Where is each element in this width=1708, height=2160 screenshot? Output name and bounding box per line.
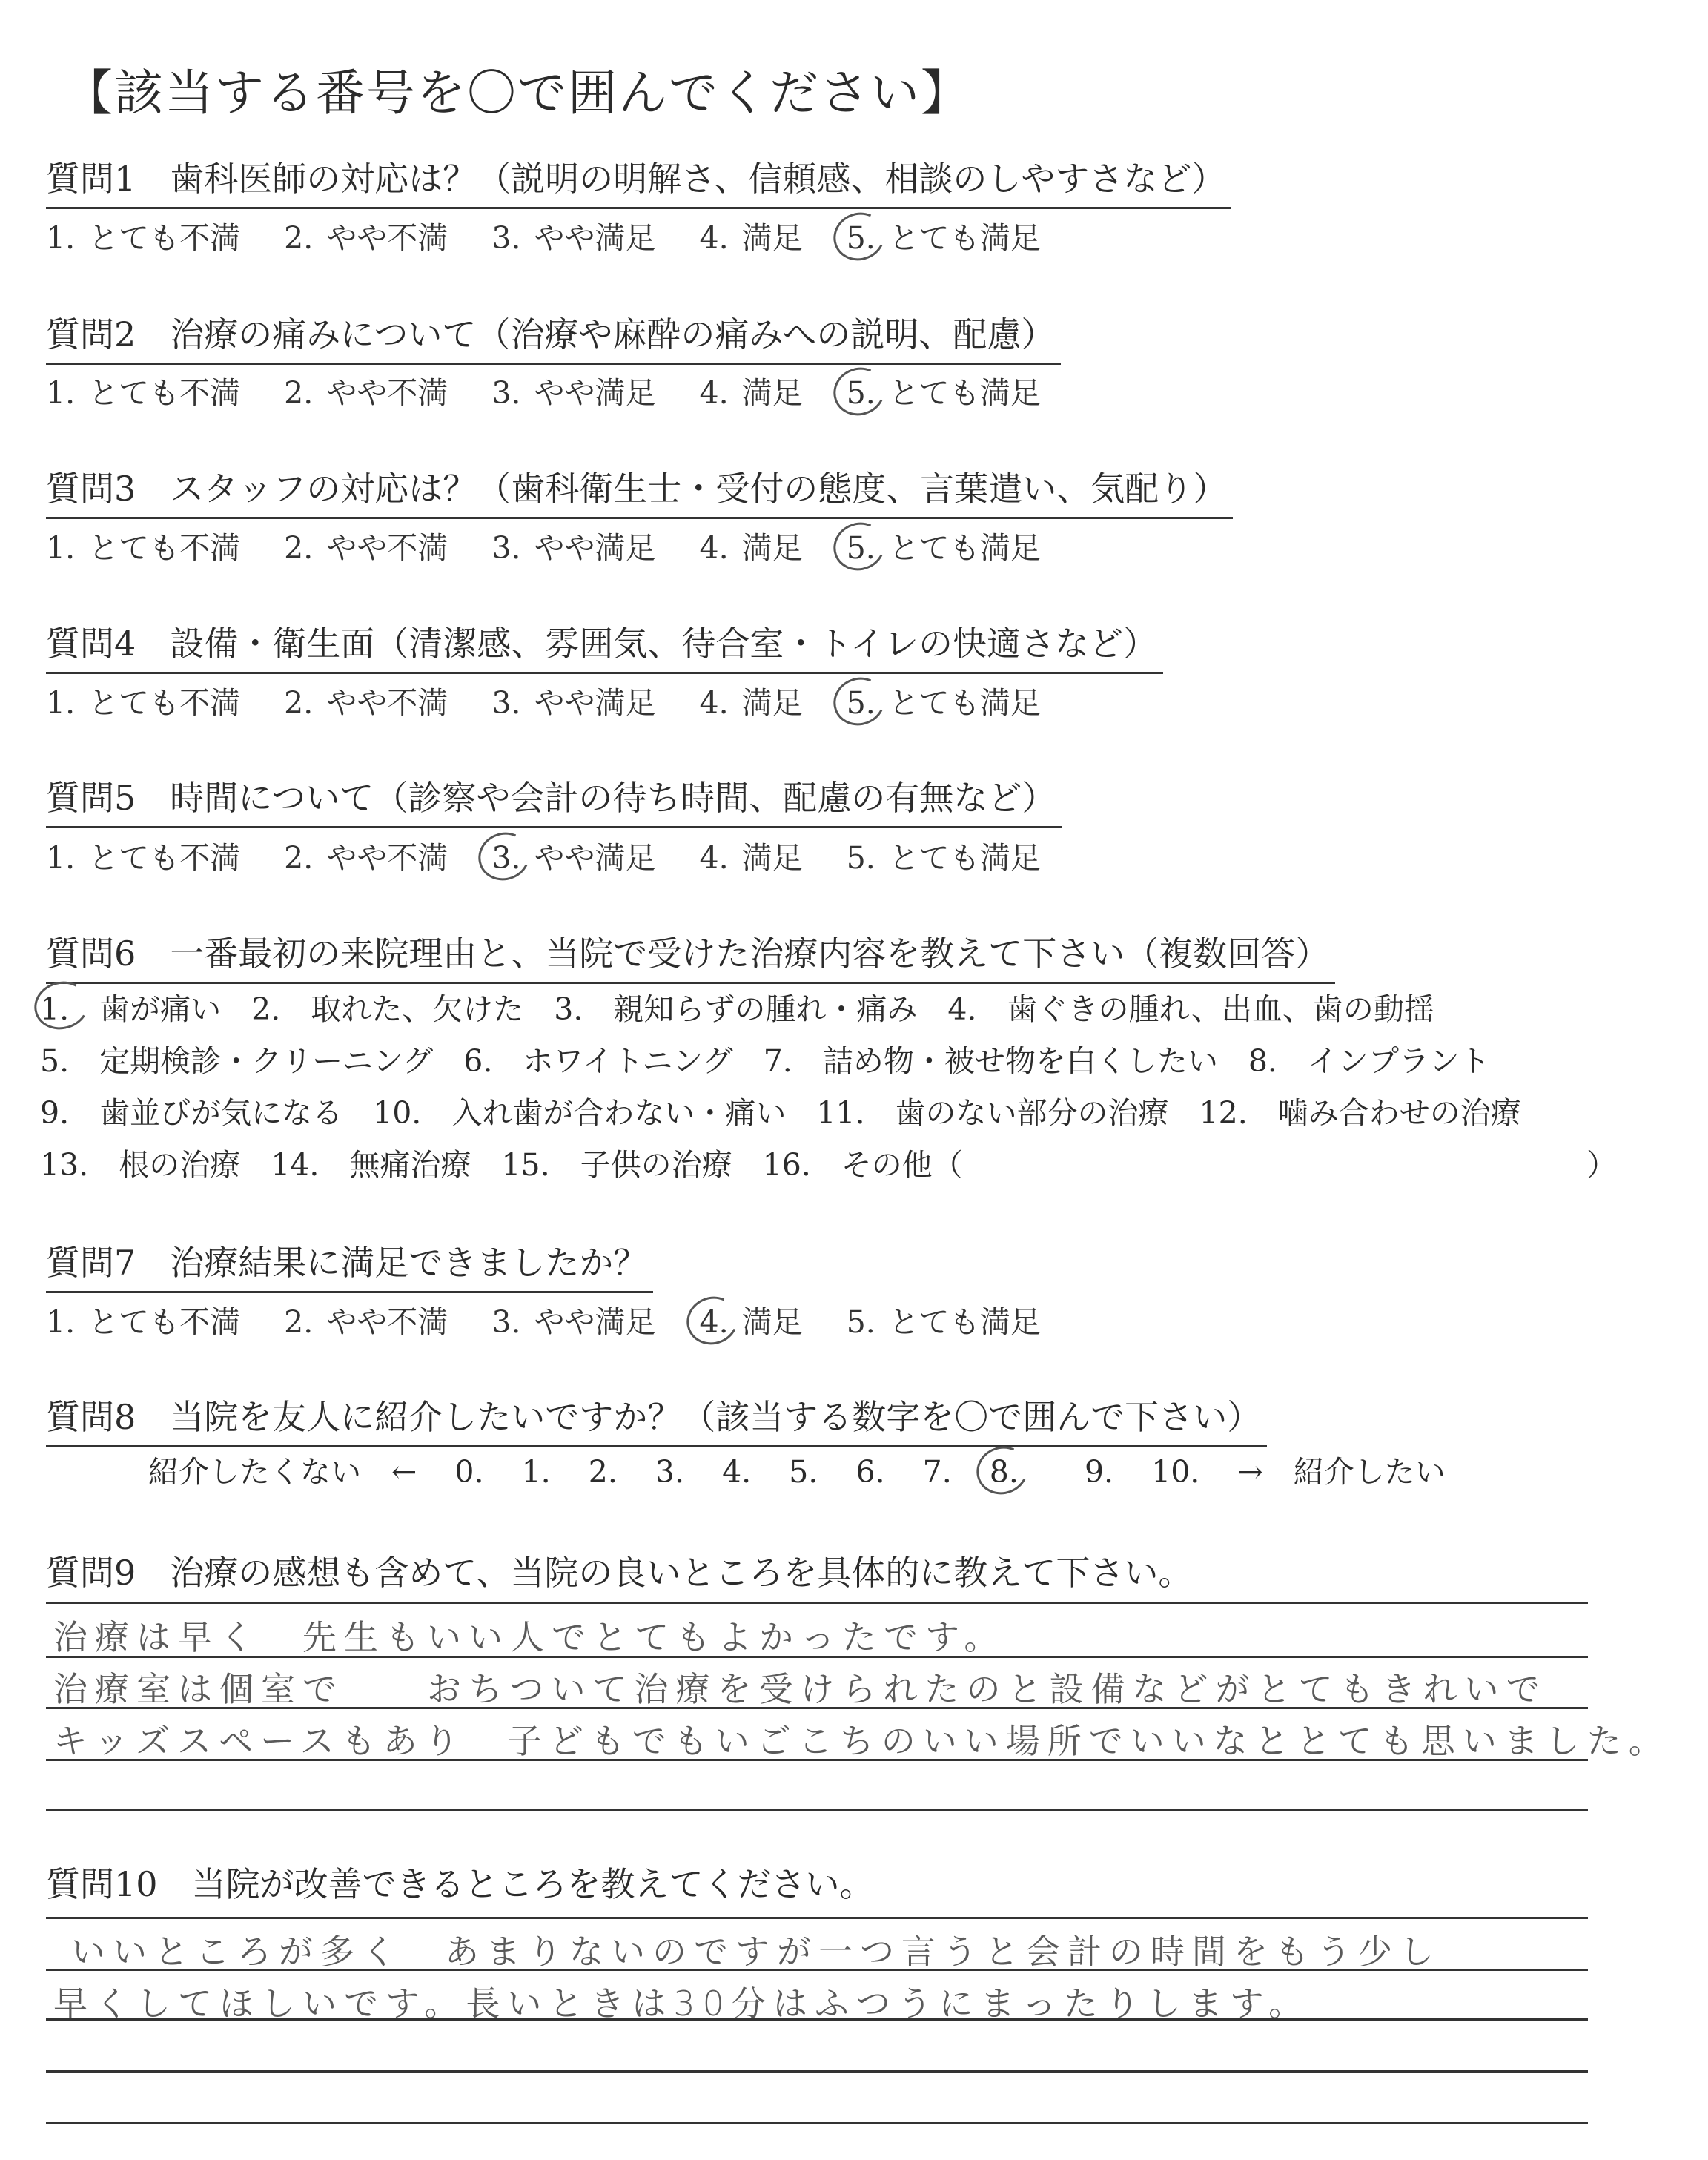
question-7-selected-option[interactable]: 4. 満足 xyxy=(699,1304,803,1340)
question-1-selected-option[interactable]: 5. とても満足 xyxy=(846,220,1041,256)
answer-line xyxy=(46,1917,1588,1919)
question-2-selected-option[interactable]: 5. とても満足 xyxy=(846,375,1041,411)
question-8-label: 質問8 当院を友人に紹介したいですか？（該当する数字を〇で囲んで下さい） xyxy=(46,1390,1267,1447)
answer-line xyxy=(46,1809,1588,1811)
question-4-label: 質問4 設備・衛生面（清潔感、雰囲気、待合室・トイレの快適さなど） xyxy=(46,617,1163,674)
scale-value-10[interactable]: 10. xyxy=(1151,1454,1200,1490)
question-10-answer-line-1[interactable]: いいところが多く あまりないのですが一つ言うと会計の時間をもう少し xyxy=(71,1932,1441,1972)
question-6-row-2[interactable]: 5. 定期検診・クリーニング 6. ホワイトニング 7. 詰め物・被せ物を白くしたい 8. インプラント xyxy=(40,1043,1490,1079)
scale-value-8-selected[interactable]: 8. xyxy=(989,1454,1019,1490)
question-10-label: 質問10 当院が改善できるところを教えてください。 xyxy=(46,1864,874,1904)
question-7-label: 質問7 治療結果に満足できましたか？ xyxy=(46,1236,653,1293)
question-4-options: 1. とても不満 2. やや不満 3. やや満足 4. 満足 5. とても満足 xyxy=(46,685,1041,721)
scale-value-2[interactable]: 2. xyxy=(588,1454,618,1490)
question-1-options: 1. とても不満 2. やや不満 3. やや満足 4. 満足 5. とても満足 xyxy=(46,220,1041,256)
scale-value-1[interactable]: 1. xyxy=(521,1454,551,1490)
scale-value-3[interactable]: 3. xyxy=(655,1454,685,1490)
question-9-label: 質問9 治療の感想も含めて、当院の良いところを具体的に教えて下さい。 xyxy=(46,1553,1193,1593)
question-9-answer-line-3[interactable]: キッズスペースもあり 子どもでもいごこちのいい場所でいいなととても思いました。 xyxy=(53,1721,1670,1761)
question-4-selected-option[interactable]: 5. とても満足 xyxy=(846,685,1041,721)
question-5-options: 1. とても不満 2. やや不満 3. やや満足 4. 満足 5. とても満足 xyxy=(46,840,1041,876)
scale-value-9[interactable]: 9. xyxy=(1084,1454,1114,1490)
question-6-other-close: ） xyxy=(1586,1147,1617,1183)
question-6-label: 質問6 一番最初の来院理由と、当院で受けた治療内容を教えて下さい（複数回答） xyxy=(46,927,1335,984)
question-5-label: 質問5 時間について（診察や会計の待ち時間、配慮の有無など） xyxy=(46,771,1062,828)
question-6-row-1[interactable]: 1. 歯が痛い 2. 取れた、欠けた 3. 親知らずの腫れ・痛み 4. 歯ぐきの腫れ、出血、歯の動揺 xyxy=(40,991,1434,1027)
question-3-label: 質問3 スタッフの対応は？（歯科衛生士・受付の態度、言葉遣い、気配り） xyxy=(46,462,1233,519)
question-6-row-4[interactable]: 13. 根の治療 14. 無痛治療 15. 子供の治療 16. その他（ xyxy=(40,1147,963,1183)
question-9-answer-line-2[interactable]: 治療室は個室で おちついて治療を受けられたのと設備などがとてもきれいで xyxy=(53,1669,1548,1709)
question-10-answer-line-2[interactable]: 早くしてほしいです。長いときは30分はふつうにまったりします。 xyxy=(53,1984,1311,2024)
scale-left-label: 紹介したくない ← xyxy=(148,1454,417,1490)
question-6-row-3[interactable]: 9. 歯並びが気になる 10. 入れ歯が合わない・痛い 11. 歯のない部分の治療 12. 噛み合わせの治療 xyxy=(40,1095,1521,1131)
question-3-options: 1. とても不満 2. やや不満 3. やや満足 4. 満足 5. とても満足 xyxy=(46,530,1041,566)
scale-value-6[interactable]: 6. xyxy=(855,1454,885,1490)
answer-line xyxy=(46,2070,1588,2073)
question-7-options: 1. とても不満 2. やや不満 3. やや満足 4. 満足 5. とても満足 xyxy=(46,1304,1041,1340)
answer-line xyxy=(46,2122,1588,2124)
question-9-answer-line-1[interactable]: 治療は早く 先生もいい人でとてもよかったです。 xyxy=(53,1617,1006,1657)
question-8-scale xyxy=(148,1447,1474,1491)
question-2-options: 1. とても不満 2. やや不満 3. やや満足 4. 満足 5. とても満足 xyxy=(46,375,1041,411)
question-2-label: 質問2 治療の痛みについて（治療や麻酔の痛みへの説明、配慮） xyxy=(46,308,1061,365)
form-heading: 【該当する番号を〇で囲んでください】 xyxy=(64,65,971,122)
question-5-selected-option[interactable]: 3. やや満足 xyxy=(491,840,656,876)
question-3-selected-option[interactable]: 5. とても満足 xyxy=(846,530,1041,566)
scale-value-0[interactable]: 0. xyxy=(454,1454,484,1490)
answer-line xyxy=(46,1602,1588,1604)
scale-value-7[interactable]: 7. xyxy=(922,1454,952,1490)
question-1-label: 質問1 歯科医師の対応は？（説明の明解さ、信頼感、相談のしやすさなど） xyxy=(46,152,1231,209)
scale-value-4[interactable]: 4. xyxy=(722,1454,752,1490)
scale-right-label: → 紹介したい xyxy=(1237,1454,1446,1490)
scale-value-5[interactable]: 5. xyxy=(789,1454,818,1490)
